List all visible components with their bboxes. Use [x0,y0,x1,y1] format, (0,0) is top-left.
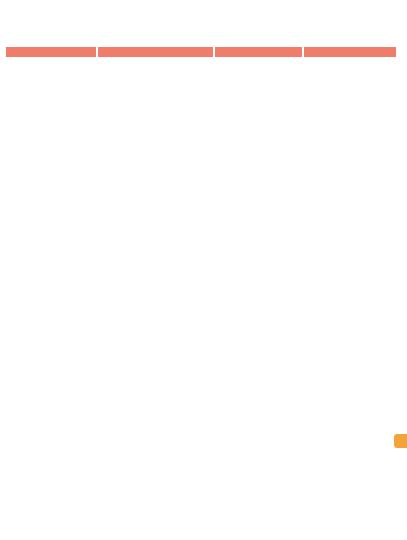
header-reading [215,47,302,57]
page-title [99,38,105,45]
header-listening [98,47,213,57]
header-speaking [6,47,96,57]
header-writing [304,47,396,57]
page-number-tab [394,434,407,448]
